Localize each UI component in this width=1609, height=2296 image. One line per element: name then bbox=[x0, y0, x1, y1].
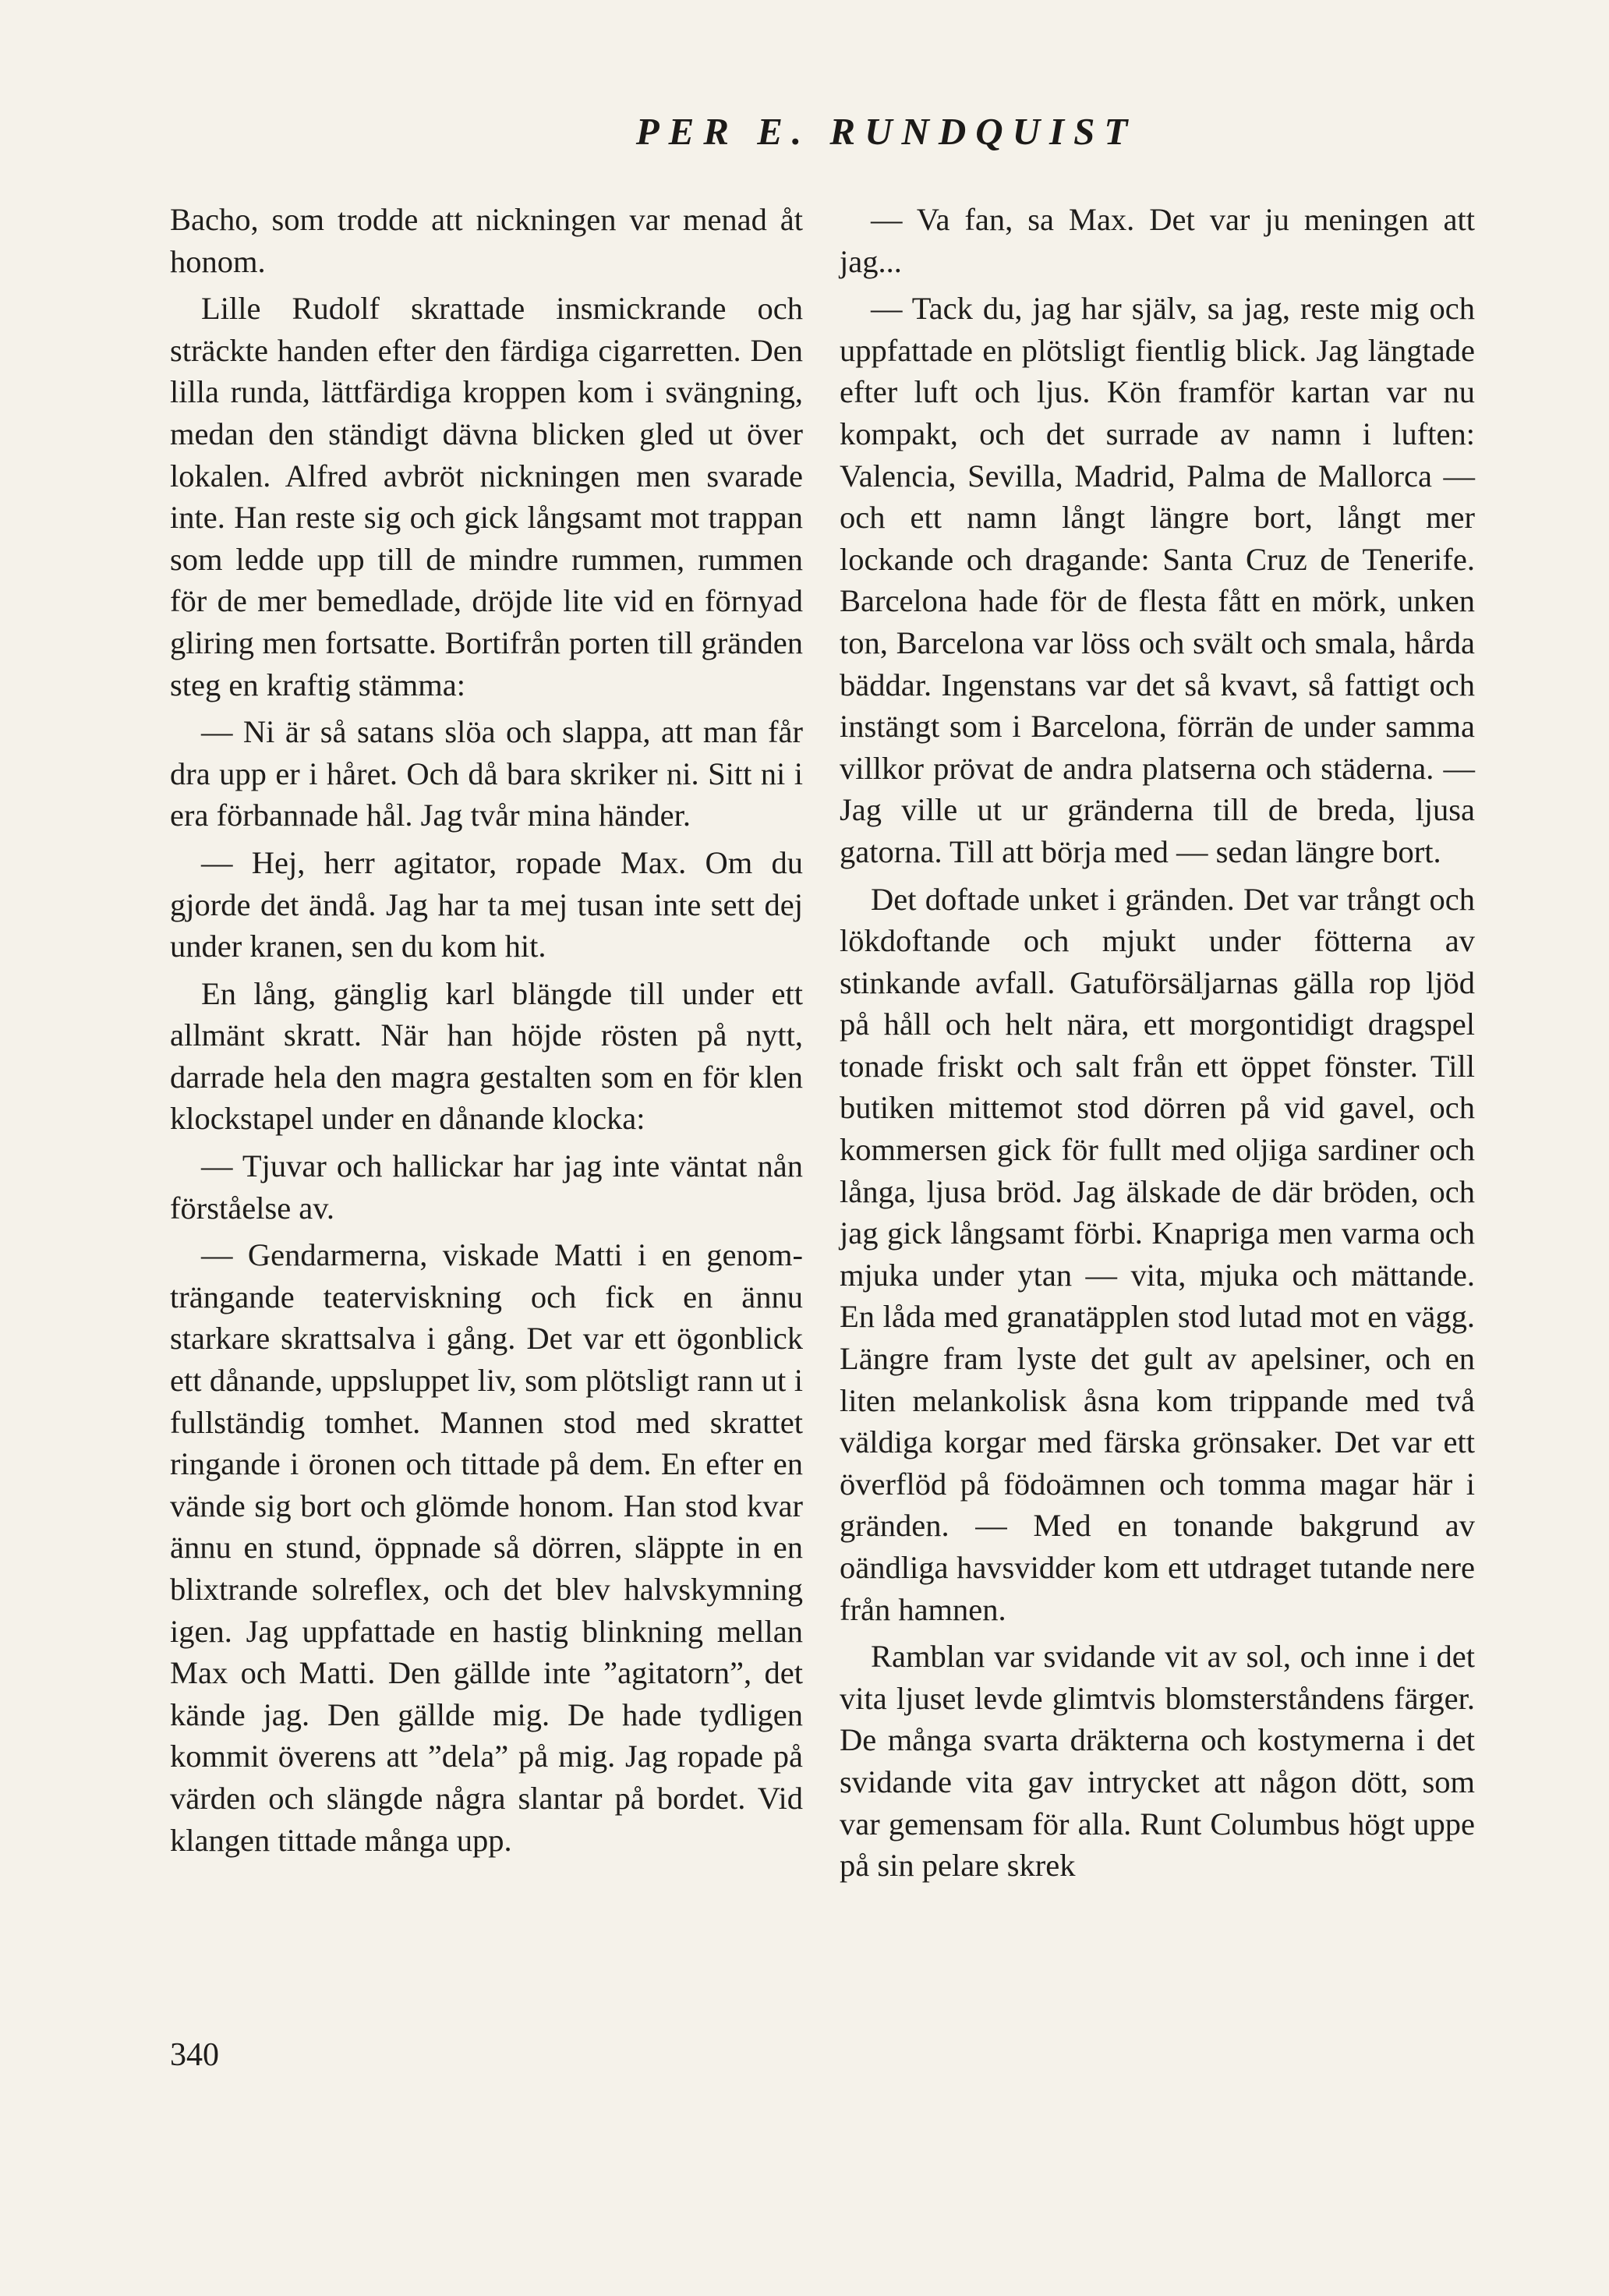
page-number: 340 bbox=[170, 2037, 219, 2073]
paragraph: — Ni är så satans slöa och slappa, att man får dra upp er i håret. Och då bara skriker ni. Sitt ni i era förbannade hål. Jag tvår mina händer. bbox=[170, 714, 803, 833]
paragraph: Lille Rudolf skrattade insmickrande och sträckte handen efter den färdiga cigarretten. Den lilla runda, lättfärdiga kroppen kom i svängning, medan den ständigt dävna blicken gled ut över lokalen. Alfred avbröt nickningen men svarade inte. Han reste sig och gick långsamt mot trappan som ledde upp till de mindre rummen, rummen för de mer bemedlade, dröjde lite vid en förnyad gliring men fortsatte. Bortifrån porten till gränden steg en kraftig stämma: bbox=[170, 291, 803, 702]
paragraph: — Tjuvar och hallickar har jag inte väntat nån förståelse av. bbox=[170, 1148, 803, 1226]
paragraph: Ramblan var svidande vit av sol, och inne i det vita ljuset levde glimtvis blomsterståndens färger. De många svarta dräkterna och kostymerna i det svidande vita gav intrycket att någon dött, som var gemensam för alla. Runt Columbus högt uppe på sin pelare skrek bbox=[840, 1639, 1475, 1884]
paragraph: En lång, gänglig karl blängde till under ett allmänt skratt. När han höjde rösten på nytt, darrade hela den magra gestalten som en för klen klockstapel under en dånande klocka: bbox=[170, 975, 803, 1137]
running-header: PER E. RUNDQUIST bbox=[635, 110, 1137, 153]
paragraph: — Hej, herr agitator, ropade Max. Om du gjorde det ändå. Jag har ta mej tusan inte sett dej under kranen, sen du kom hit. bbox=[170, 844, 803, 964]
paragraph: — Va fan, sa Max. Det var ju meningen att jag... bbox=[840, 202, 1475, 279]
right-column bbox=[840, 199, 1475, 1892]
paragraph: Det doftade unket i gränden. Det var trångt och lökdoftande och mjukt under fötterna av stinkande avfall. Gatuförsäljarnas gälla rop ljöd på håll och helt nära, ett morgontidigt dragspel tonade friskt och salt från ett öppet fönster. Till butiken mittemot stod dörren på vid gavel, och kommersen gick för fullt med oljiga sardiner och långa, ljusa bröd. Jag älskade de där bröden, och jag gick långsamt förbi. Knapriga men varma och mjuka under ytan — vita, mjuka och mättande. En låda med granatäpplen stod lutad mot en vägg. Längre fram lyste det gult av apelsiner, och en liten melankolisk åsna kom trippande med två väldiga korgar med färska grönsaker. Det var ett överflöd på födoämnen och tomma magar här i gränden. — Med en tonande bakgrund av oändliga havsvidder kom ett utdraget tutande nere från hamnen. bbox=[840, 881, 1475, 1627]
paragraph: Bacho, som trodde att nickningen var menad åt honom. bbox=[170, 202, 803, 279]
paragraph: — Tack du, jag har själv, sa jag, reste mig och uppfattade en plötsligt fientlig blick. Jag längtade efter luft och ljus. Kön framför kartan var nu kompakt, och det surrade av namn i luften: Valencia, Sevilla, Madrid, Palma de Mallorca — och ett namn långt längre bort, långt mer lockande och dragande: Santa Cruz de Tenerife. Barcelona hade för de flesta fått en mörk, unken ton, Barcelona var löss och svält och smala, hårda bäddar. Ingenstans var det så kvavt, så fattigt och instängt som i Barcelona, förrän de under samma villkor prövat de andra platserna och städerna. — Jag ville ut ur gränderna till de breda, ljusa gatorna. Till att börja med — sedan längre bort. bbox=[840, 291, 1475, 869]
paragraph: — Gendarmerna, viskade Matti i en genomträngande teaterviskning och fick en ännu starkare skrattsalva i gång. Det var ett ögonblick ett dånande, uppsluppet liv, som plötsligt rann ut i fullständig tomhet. Mannen stod med skrattet ringande i öronen och tittade på dem. En efter en vände sig bort och glömde honom. Han stod kvar ännu en stund, öppnade så dörren, släppte in en blixtrande solreflex, och det blev halvskymning igen. Jag uppfattade en hastig blinkning mellan Max och Matti. Den gällde inte ”agitatorn”, det kände jag. Den gällde mig. De hade tydligen kommit överens att ”dela” på mig. Jag ropade på värden och slängde några slantar på bordet. Vid klangen tittade många upp. bbox=[170, 1237, 803, 1858]
left-column bbox=[170, 199, 803, 1866]
